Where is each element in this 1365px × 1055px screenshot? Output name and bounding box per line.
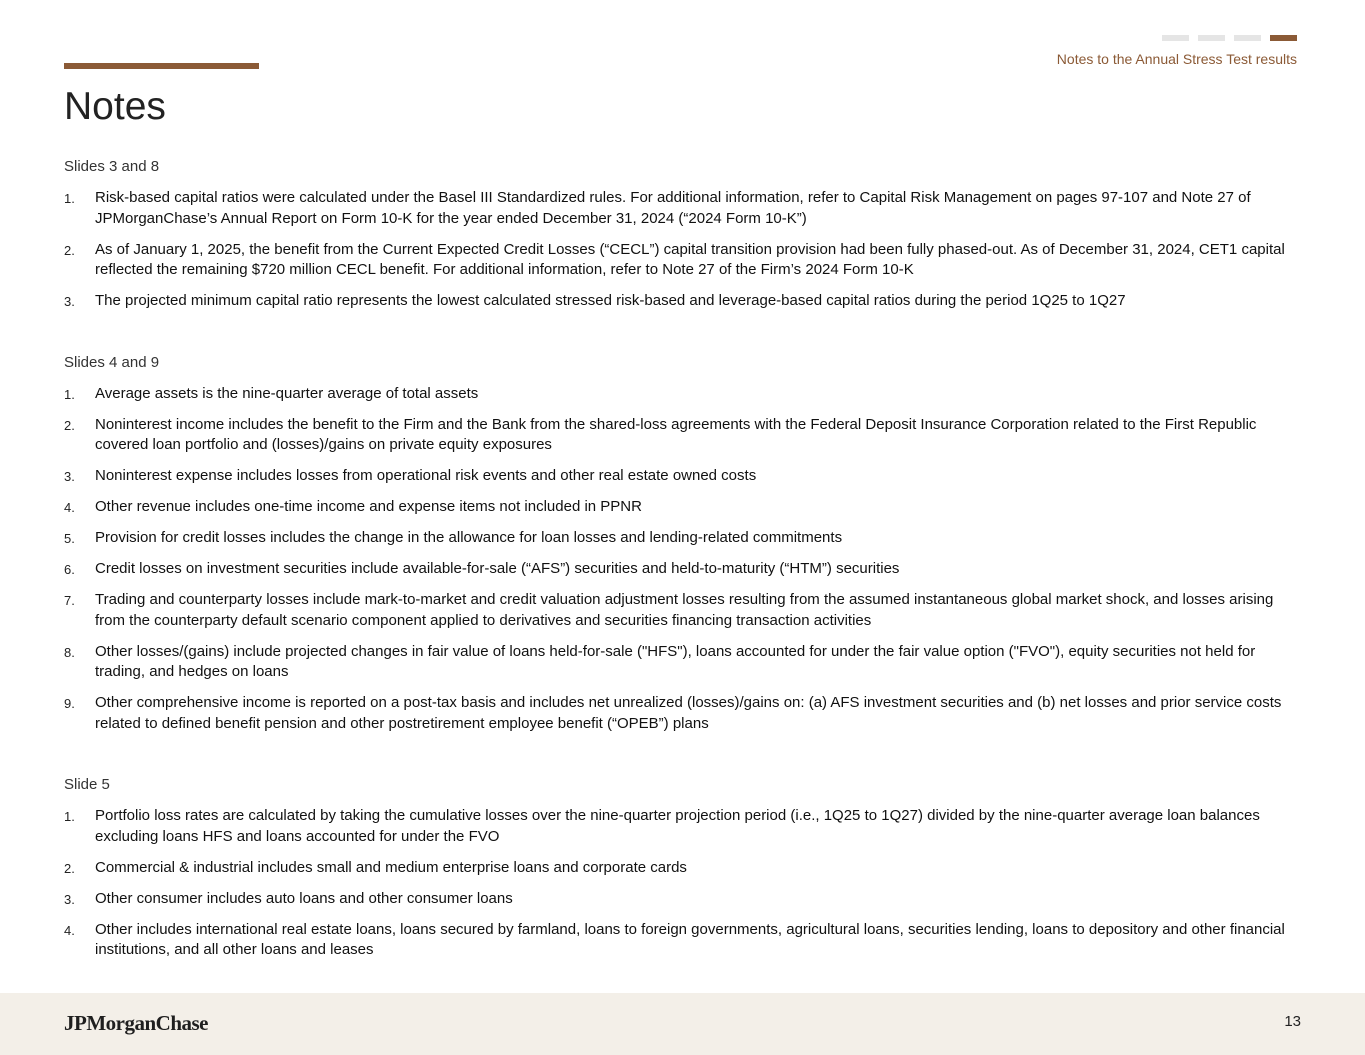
note-number: 2. — [64, 860, 75, 876]
note-item — [64, 528, 1299, 549]
page-footer — [0, 993, 1365, 1055]
note-item — [64, 642, 1299, 683]
note-text: Noninterest income includes the benefit to the Firm and the Bank from the shared-loss agreements with the Federal Deposit Insurance Corporation related to the First Republic covered loan portfolio and (losses)/gains on private equity exposures — [95, 415, 1257, 453]
note-number: 1. — [64, 191, 75, 206]
section-heading: Slides 3 and 8 — [64, 158, 160, 175]
note-text: Trading and counterparty losses include mark-to-market and credit valuation adjustment losses resulting from the assumed instantaneous global market shock, and losses arising from the counterparty default scenario component applied to derivatives and securities financing transaction activities — [95, 591, 1274, 629]
progress-segment-active — [1270, 35, 1297, 41]
jpmorganchase-logo: JPMorganChase — [64, 1011, 208, 1035]
note-number: 7. — [64, 593, 75, 608]
page-number: 13 — [1284, 1013, 1301, 1030]
note-number: 4. — [64, 922, 75, 938]
notes-section-slides-3-8 — [64, 157, 1299, 312]
note-number: 8. — [64, 644, 75, 660]
note-list — [64, 188, 1299, 312]
note-number: 6. — [64, 562, 75, 577]
note-text: As of January 1, 2025, the benefit from the Current Expected Credit Losses (“CECL”) capital transition provision had been fully phased-out. As of December 31, 2024, CET1 capital reflected the remaining $720 million CECL benefit. For additional information, refer to Note 27 of the Firm’s 2024 Form 10-K — [95, 240, 1285, 278]
note-item — [64, 889, 1299, 910]
note-item — [64, 188, 1299, 229]
notes-section-slide-5 — [64, 775, 1299, 961]
note-item — [64, 497, 1299, 518]
title-accent-rule — [64, 63, 259, 69]
page-title: Notes — [64, 85, 166, 128]
note-text: Noninterest expense includes losses from operational risk events and other real estate owned costs — [95, 467, 757, 484]
note-text: Other losses/(gains) include projected changes in fair value of loans held-for-sale ("HFS"), loans accounted for under the fair value option ("FVO"), equity securities not held for trading, and hedges on loans — [95, 642, 1256, 680]
note-text: Credit losses on investment securities include available-for-sale (“AFS”) securities and held-to-maturity (“HTM”) securities — [95, 560, 900, 577]
note-text: Provision for credit losses includes the change in the allowance for loan losses and lending-related commitments — [95, 529, 843, 546]
note-number: 5. — [64, 531, 75, 546]
progress-segment — [1162, 35, 1189, 41]
note-text: The projected minimum capital ratio represents the lowest calculated stressed risk-based and leverage-based capital ratios during the period 1Q25 to 1Q27 — [95, 292, 1126, 309]
note-list — [64, 806, 1299, 961]
note-number: 3. — [64, 891, 75, 907]
note-text: Risk-based capital ratios were calculated under the Basel III Standardized rules. For additional information, refer to Capital Risk Management on pages 97-107 and Note 27 of JPMorganChase’s Annual Report on Form 10-K for the year ended December 31, 2024 (“2024 Form 10-K”) — [95, 189, 1251, 227]
note-number: 1. — [64, 809, 75, 824]
notes-section-slides-4-9 — [64, 353, 1299, 735]
note-item — [64, 920, 1299, 961]
note-item — [64, 590, 1299, 631]
note-item — [64, 559, 1299, 580]
note-item — [64, 415, 1299, 456]
section-label: Notes to the Annual Stress Test results — [1056, 51, 1297, 67]
notes-content — [64, 157, 1299, 1002]
note-list — [64, 384, 1299, 735]
note-item — [64, 240, 1299, 281]
note-number: 4. — [64, 500, 75, 515]
progress-segment — [1234, 35, 1261, 41]
note-number: 2. — [64, 242, 75, 258]
section-heading: Slide 5 — [64, 776, 110, 793]
note-text: Other revenue includes one-time income and expense items not included in PPNR — [95, 498, 642, 515]
note-item — [64, 291, 1299, 312]
note-number: 2. — [64, 417, 75, 433]
note-number: 3. — [64, 469, 75, 484]
note-text: Portfolio loss rates are calculated by taking the cumulative losses over the nine-quarter projection period (i.e., 1Q25 to 1Q27) divided by the nine-quarter average loan balances excluding loans HFS and loans accounted for under the FVO — [95, 807, 1260, 845]
note-text: Average assets is the nine-quarter average of total assets — [95, 384, 479, 402]
note-item — [64, 858, 1299, 879]
section-progress-indicator — [1162, 35, 1297, 41]
note-number: 1. — [64, 386, 75, 402]
section-heading: Slides 4 and 9 — [64, 353, 160, 371]
note-number: 9. — [64, 696, 75, 711]
note-number: 3. — [64, 294, 75, 309]
note-text: Commercial & industrial includes small and medium enterprise loans and corporate cards — [95, 858, 687, 876]
note-text: Other comprehensive income is reported on a post-tax basis and includes net unrealized (losses)/gains on: (a) AFS investment securities and (b) net losses and prior service costs related to defined benefit pension and other postretirement employee benefit (“OPEB”) plans — [95, 694, 1282, 732]
note-text: Other consumer includes auto loans and other consumer loans — [95, 889, 513, 907]
note-text: Other includes international real estate loans, loans secured by farmland, loans to foreign governments, agricultural loans, securities lending, loans to depository and other financial institutions, and all other loans and leases — [95, 920, 1285, 958]
note-item — [64, 693, 1299, 734]
progress-segment — [1198, 35, 1225, 41]
note-item — [64, 806, 1299, 847]
note-item — [64, 466, 1299, 487]
note-item — [64, 384, 1299, 405]
